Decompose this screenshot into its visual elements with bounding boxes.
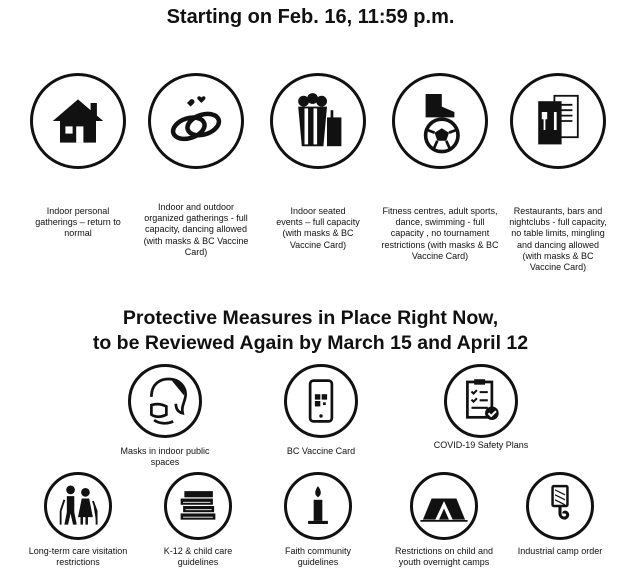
- restaurant-menu-icon: [510, 73, 606, 169]
- caption-safety-plans: COVID-19 Safety Plans: [433, 440, 529, 450]
- caption-restaurants: Restaurants, bars and nightclubs - full capacity, no table limits, mingling and dancing allowed (with masks & BC Vaccine Card): [509, 206, 607, 273]
- books-icon: [164, 472, 232, 540]
- caption-faith: Faith community guidelines: [284, 546, 352, 568]
- tent-icon: [410, 472, 478, 540]
- house-icon: [30, 73, 126, 169]
- caption-camps: Restrictions on child and youth overnight camps: [394, 546, 494, 568]
- caption-indoor-gatherings: Indoor personal gatherings – return to normal: [35, 206, 121, 239]
- heading-mid-line2: to be Reviewed Again by March 15 and April 12: [92, 332, 529, 354]
- soccer-ball-icon: [392, 73, 488, 169]
- elderly-couple-icon: [44, 472, 112, 540]
- phone-qr-icon: [284, 364, 358, 438]
- heading-top: Starting on Feb. 16, 11:59 p.m.: [166, 6, 455, 28]
- candle-icon: [284, 472, 352, 540]
- caption-fitness: Fitness centres, adult sports, dance, swimming - full capacity , no tournament restrictions (with masks & BC Vaccine Card): [381, 206, 499, 261]
- caption-vaccine-card: BC Vaccine Card: [286, 446, 356, 456]
- crane-hook-icon: [526, 472, 594, 540]
- heading-mid-line1: Protective Measures in Place Right Now,: [122, 307, 499, 329]
- caption-organized-gatherings: Indoor and outdoor organized gatherings - full capacity, dancing allowed (with masks & BC Vaccine Card): [143, 202, 249, 257]
- caption-long-term-care: Long-term care visitation restrictions: [28, 546, 128, 568]
- wedding-rings-icon: [148, 73, 244, 169]
- caption-masks: Masks in indoor public spaces: [120, 446, 210, 468]
- face-mask-icon: [128, 364, 202, 438]
- popcorn-drink-icon: [270, 73, 366, 169]
- caption-k12: K-12 & child care guidelines: [163, 546, 233, 568]
- clipboard-check-icon: [444, 364, 518, 438]
- caption-seated-events: Indoor seated events – full capacity (with masks & BC Vaccine Card): [276, 206, 360, 250]
- caption-industrial-camp: Industrial camp order: [517, 546, 603, 556]
